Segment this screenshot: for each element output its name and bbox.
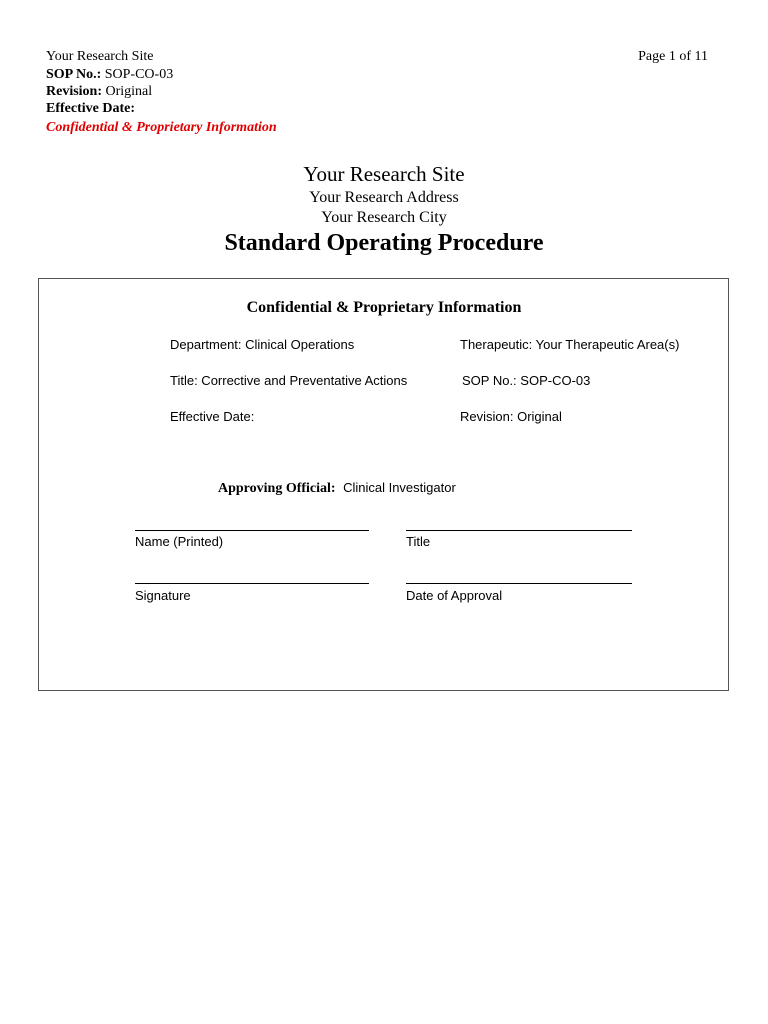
title-caption: Title: [406, 534, 431, 549]
title-field: Title: Corrective and Preventative Actions: [170, 373, 408, 388]
name-printed-caption: Name (Printed): [135, 534, 224, 549]
effective-date-field: Effective Date:: [170, 409, 255, 424]
department-field: Department: Clinical Operations: [170, 337, 355, 352]
box-heading: Confidential & Proprietary Information: [246, 299, 522, 316]
approving-official-label: Approving Official:: [218, 481, 336, 496]
header-sop-row: [46, 66, 173, 83]
header-effective-label: Effective Date:: [46, 101, 136, 116]
header-revision-row: [46, 83, 152, 100]
header-site: Your Research Site: [46, 49, 154, 64]
header-sop-value: SOP-CO-03: [104, 67, 174, 82]
date-of-approval-caption: Date of Approval: [406, 588, 503, 603]
title-address: Your Research Address: [309, 189, 459, 206]
title-line: [406, 530, 632, 531]
title-city: Your Research City: [321, 209, 447, 226]
revision-field: Revision: Original: [460, 409, 562, 424]
approving-official-row: [218, 480, 456, 497]
title-site: Your Research Site: [303, 162, 465, 186]
signature-caption: Signature: [135, 588, 191, 603]
page-number: Page 1 of 11: [638, 49, 708, 64]
name-printed-line: [135, 530, 369, 531]
date-of-approval-line: [406, 583, 632, 584]
header-confidential: Confidential & Proprietary Information: [46, 120, 277, 135]
header-sop-label: SOP No.:: [46, 67, 102, 82]
document-title: Standard Operating Procedure: [224, 230, 544, 256]
header-revision-label: Revision:: [46, 84, 102, 99]
approving-official-value: Clinical Investigator: [343, 480, 456, 495]
signature-line: [135, 583, 369, 584]
therapeutic-field: Therapeutic: Your Therapeutic Area(s): [460, 337, 680, 352]
header-revision-value: Original: [105, 84, 153, 99]
sop-no-field: SOP No.: SOP-CO-03: [462, 373, 591, 388]
